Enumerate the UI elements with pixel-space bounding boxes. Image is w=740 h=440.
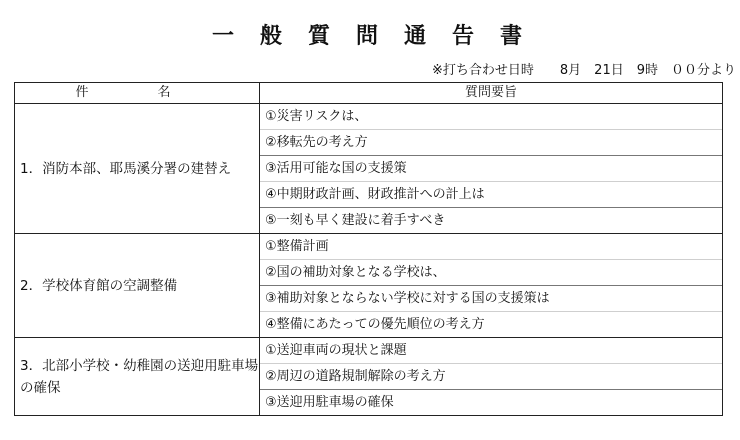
- question-cell: ⑤一刻も早く建設に着手すべき: [260, 208, 723, 234]
- question-cell: ①災害リスクは、: [260, 104, 723, 130]
- question-cell: ②移転先の考え方: [260, 130, 723, 156]
- question-cell: ①整備計画: [260, 234, 723, 260]
- table-row: [15, 234, 723, 260]
- question-table: [14, 82, 723, 416]
- question-cell: ③送迎用駐車場の確保: [260, 390, 723, 416]
- subject-cell: 3．北部小学校・幼稚園の送迎用駐車場の確保: [15, 338, 260, 416]
- question-cell: ②周辺の道路規制解除の考え方: [260, 364, 723, 390]
- meeting-datetime: ※打ち合わせ日時 8月 21日 9時 ００分より: [432, 63, 736, 78]
- table-header-row: [15, 83, 723, 104]
- question-cell: ②国の補助対象となる学校は、: [260, 260, 723, 286]
- question-cell: ④整備にあたっての優先順位の考え方: [260, 312, 723, 338]
- table-row: [15, 338, 723, 364]
- question-cell: ③活用可能な国の支援策: [260, 156, 723, 182]
- subject-cell: 2．学校体育館の空調整備: [15, 234, 260, 338]
- header-subject: 件 名: [15, 83, 260, 104]
- subject-cell: 1．消防本部、耶馬溪分署の建替え: [15, 104, 260, 234]
- question-cell: ①送迎車両の現状と課題: [260, 338, 723, 364]
- question-cell: ③補助対象とならない学校に対する国の支援策は: [260, 286, 723, 312]
- table-row: [15, 104, 723, 130]
- document-title: 一般質問通告書: [211, 24, 548, 49]
- question-cell: ④中期財政計画、財政推計への計上は: [260, 182, 723, 208]
- header-question-summary: 質問要旨: [260, 83, 723, 104]
